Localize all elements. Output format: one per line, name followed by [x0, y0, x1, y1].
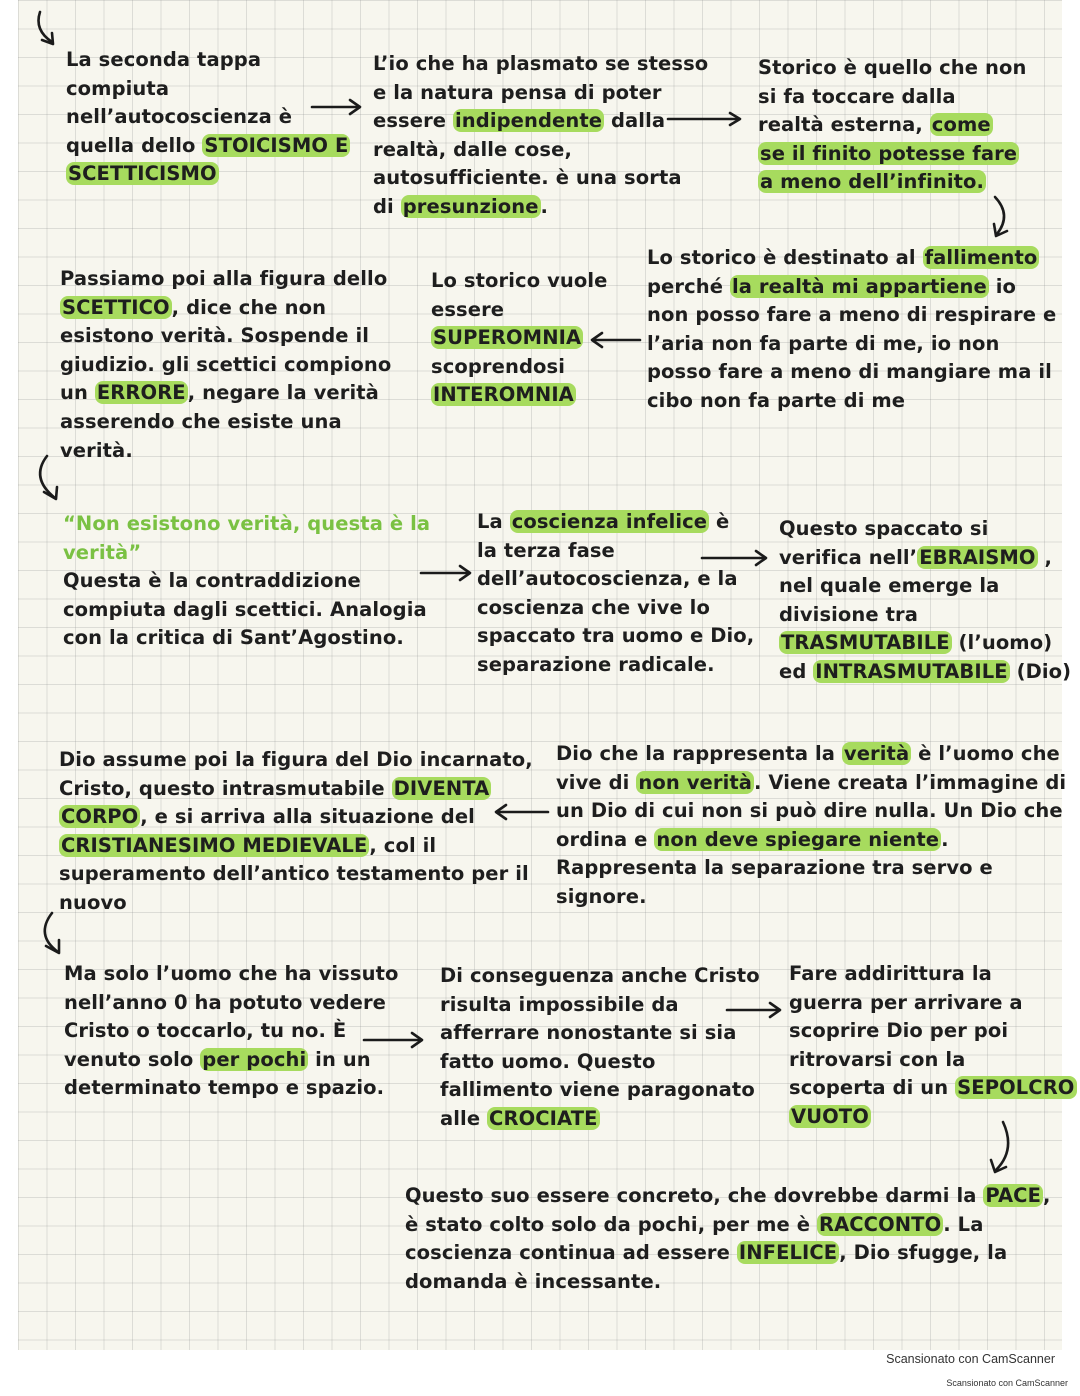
- text-span: coscienza continua ad essere: [405, 1241, 737, 1265]
- quote-line: “Non esistono verità, questa è la: [63, 512, 431, 535]
- text-span: quella dello: [66, 133, 203, 157]
- text-span: ed: [779, 659, 814, 683]
- text-line: Rappresenta la separazione tra servo e: [556, 856, 993, 880]
- text-line: realtà, dalle cose,: [373, 137, 572, 161]
- text-span: ,: [1037, 545, 1052, 569]
- text-line: ritrovarsi con la: [789, 1047, 966, 1071]
- note-dio-verita: [556, 740, 1066, 912]
- text-span: La: [477, 510, 510, 533]
- text-line: compiuta dagli scettici. Analogia: [63, 597, 427, 621]
- text-span: scoperta di un: [789, 1076, 956, 1100]
- highlight: a meno dell’infinito.: [760, 170, 985, 194]
- text-span: , negare la verità: [187, 381, 379, 405]
- text-line: determinato tempo e spazio.: [64, 1076, 385, 1100]
- text-span: realtà esterna,: [758, 113, 930, 137]
- text-line: fallimento viene paragonato: [440, 1078, 755, 1102]
- text-span: .: [540, 194, 549, 218]
- text-line: un Dio di cui non si può dire nulla. Un Dio che: [556, 799, 1063, 823]
- quote-line: verità”: [63, 540, 142, 564]
- text-line: [758, 111, 1026, 140]
- text-line: [779, 544, 1071, 573]
- text-line: guerra per arrivare a: [789, 990, 1023, 1014]
- text-span: , dice che non: [171, 295, 327, 319]
- text-line: [405, 1182, 1051, 1211]
- highlight: se il finito potesse fare: [760, 141, 1018, 165]
- text-line: superamento dell’antico testamento per il: [59, 862, 529, 886]
- text-line: coscienza che vive lo: [477, 595, 710, 619]
- note-fallimento-storico: [647, 244, 1056, 416]
- highlight: la realtà mi appartiene: [731, 274, 987, 298]
- highlight: per pochi: [202, 1047, 307, 1071]
- text-line: dell’autocoscienza, e la: [477, 567, 738, 591]
- note-superomnia: [431, 267, 607, 410]
- text-span: di: [373, 194, 401, 218]
- text-line: [779, 629, 1071, 658]
- highlight: presunzione: [402, 194, 539, 218]
- text-span: . La: [943, 1212, 984, 1236]
- text-line: asserendo che esiste una: [60, 409, 342, 433]
- text-span: io: [988, 274, 1017, 298]
- text-line: [556, 826, 1066, 855]
- text-line: separazione radicale.: [477, 652, 715, 676]
- text-line: Questo spaccato si: [779, 517, 989, 540]
- text-span: , col il: [369, 833, 437, 857]
- text-span: alle: [440, 1106, 488, 1130]
- highlight: TRASMUTABILE: [781, 631, 950, 655]
- highlight: INTEROMNIA: [433, 383, 574, 407]
- text-line: l’aria non fa parte di me, io non: [647, 331, 1000, 355]
- text-line: Di conseguenza anche Cristo: [440, 964, 760, 987]
- scanner-watermark-small: Scansionato con CamScanner: [946, 1378, 1068, 1388]
- text-line: [59, 803, 533, 832]
- text-span: vive di: [556, 770, 637, 794]
- text-line: [556, 769, 1066, 798]
- highlight: SEPOLCRO: [957, 1076, 1075, 1100]
- text-line: [440, 1105, 760, 1134]
- text-line: [60, 294, 391, 323]
- note-ebraismo: [779, 515, 1071, 687]
- text-line: posso fare a meno di mangiare ma il: [647, 360, 1052, 384]
- text-line: si fa toccare dalla: [758, 84, 956, 108]
- note-storico: [758, 54, 1026, 197]
- text-span: Lo storico è destinato al: [647, 246, 923, 269]
- text-line: con la critica di Sant’Agostino.: [63, 626, 404, 650]
- text-span: ordina e: [556, 827, 655, 851]
- note-coscienza-infelice: [477, 508, 754, 680]
- text-line: [60, 379, 391, 408]
- text-span: dalla: [604, 109, 666, 133]
- note-contraddizione: [63, 510, 430, 653]
- text-line: [373, 107, 708, 136]
- text-line: [477, 508, 754, 537]
- text-line: [647, 244, 1056, 273]
- note-dio-incarnato: [59, 746, 533, 918]
- text-line: e la natura pensa di poter: [373, 80, 662, 104]
- text-span: è l’uomo che: [911, 742, 1060, 765]
- text-line: non posso fare a meno di respirare e: [647, 303, 1057, 327]
- text-line: fatto uomo. Questo: [440, 1049, 656, 1073]
- text-span: ,: [1043, 1184, 1051, 1207]
- highlight: VUOTO: [791, 1104, 869, 1128]
- text-span: è stato colto solo da pochi, per me è: [405, 1212, 817, 1236]
- text-line: [431, 381, 607, 410]
- note-sepolcro-vuoto: [789, 960, 1077, 1132]
- text-span: (l’uomo): [951, 631, 1053, 655]
- text-line: [789, 1074, 1077, 1103]
- text-span: essere: [373, 109, 453, 133]
- highlight: RACCONTO: [818, 1212, 942, 1236]
- text-span: venuto solo: [64, 1047, 201, 1071]
- text-line: spaccato tra uomo e Dio,: [477, 624, 755, 648]
- text-span: in un: [308, 1047, 371, 1071]
- highlight: EBRAISMO: [919, 545, 1036, 569]
- text-line: verità.: [60, 438, 133, 462]
- text-span: verifica nell’: [779, 545, 918, 569]
- text-line: afferrare nonostante si sia: [440, 1021, 737, 1045]
- text-line: Fare addirittura la: [789, 962, 992, 985]
- text-line: La seconda tappa: [66, 48, 262, 71]
- highlight: non verità: [638, 770, 753, 794]
- text-line: [59, 775, 533, 804]
- highlight: PACE: [985, 1184, 1041, 1207]
- highlight: CROCIATE: [489, 1106, 598, 1130]
- text-line: domanda è incessante.: [405, 1269, 662, 1293]
- text-line: scoprendosi: [431, 354, 565, 378]
- text-line: risulta impossibile da: [440, 992, 679, 1016]
- text-line: nell’anno 0 ha potuto vedere: [64, 990, 387, 1014]
- text-line: esistono verità. Sospende il: [60, 324, 370, 348]
- highlight: CRISTIANESIMO MEDIEVALE: [61, 833, 368, 857]
- text-line: [758, 140, 1026, 169]
- text-line: Cristo o toccarlo, tu no. È: [64, 1019, 347, 1043]
- text-span: , e si arriva alla situazione del: [140, 805, 475, 829]
- text-line: [647, 273, 1056, 302]
- text-line: [64, 1046, 399, 1075]
- text-line: autosufficiente. è una sorta: [373, 166, 682, 190]
- text-line: Dio assume poi la figura del Dio incarnato,: [59, 748, 533, 771]
- text-line: [779, 658, 1071, 687]
- text-line: [556, 740, 1066, 769]
- note-scettico: [60, 265, 391, 465]
- text-line: compiuta: [66, 76, 170, 100]
- highlight: non deve spiegare niente: [656, 827, 940, 851]
- text-span: Questo suo essere concreto, che dovrebbe darmi la: [405, 1184, 984, 1207]
- highlight: DIVENTA: [393, 776, 490, 800]
- text-line: [789, 1103, 1077, 1132]
- text-span: è: [709, 510, 730, 533]
- highlight: fallimento: [924, 246, 1038, 269]
- text-line: Questa è la contraddizione: [63, 569, 361, 593]
- text-span: Cristo, questo intrasmutabile: [59, 776, 392, 800]
- text-line: [373, 193, 708, 222]
- note-stoicismo-scetticismo: [66, 46, 350, 189]
- text-line: [405, 1211, 1051, 1240]
- note-io-indipendente: [373, 50, 708, 222]
- highlight: INFELICE: [738, 1241, 838, 1265]
- text-span: . Viene creata l’immagine di: [754, 770, 1067, 794]
- highlight: INTRASMUTABILE: [815, 659, 1008, 683]
- text-line: essere: [431, 297, 505, 321]
- text-line: Lo storico vuole: [431, 269, 608, 292]
- text-span: .: [941, 827, 949, 851]
- text-line: nuovo: [59, 890, 127, 914]
- text-span: un: [60, 381, 95, 405]
- text-line: nel quale emerge la: [779, 574, 1000, 598]
- text-line: [431, 324, 607, 353]
- text-line: Ma solo l’uomo che ha vissuto: [64, 962, 399, 985]
- highlight: indipendente: [455, 109, 603, 133]
- text-span: Dio che la rappresenta la: [556, 742, 842, 765]
- text-line: cibo non fa parte di me: [647, 388, 906, 412]
- text-line: signore.: [556, 884, 647, 908]
- text-line: [66, 132, 350, 161]
- text-line: [405, 1239, 1051, 1268]
- text-line: L’io che ha plasmato se stesso: [373, 52, 709, 75]
- note-conclusione: [405, 1182, 1051, 1296]
- highlight: come: [931, 113, 991, 137]
- text-line: Passiamo poi alla figura dello: [60, 267, 388, 290]
- text-span: perché: [647, 274, 730, 298]
- text-span: , Dio sfugge, la: [839, 1241, 1008, 1265]
- note-crociate: [440, 962, 760, 1134]
- highlight: verità: [843, 742, 910, 765]
- highlight: SCETTICO: [62, 295, 170, 319]
- text-line: scoprire Dio per poi: [789, 1019, 1009, 1043]
- highlight: SCETTICISMO: [68, 162, 217, 186]
- text-line: [59, 832, 533, 861]
- highlight: ERRORE: [96, 381, 186, 405]
- highlight: SUPEROMNIA: [433, 326, 582, 350]
- highlight: CORPO: [61, 805, 139, 829]
- text-line: divisione tra: [779, 602, 919, 626]
- text-line: [66, 160, 350, 189]
- text-line: Storico è quello che non: [758, 56, 1027, 79]
- highlight: coscienza infelice: [511, 510, 708, 533]
- text-line: [758, 168, 1026, 197]
- text-line: la terza fase: [477, 538, 615, 562]
- text-line: nell’autocoscienza è: [66, 105, 293, 129]
- note-anno-zero: [64, 960, 399, 1103]
- scanner-watermark: Scansionato con CamScanner: [886, 1352, 1055, 1366]
- highlight: STOICISMO E: [204, 133, 349, 157]
- text-span: (Dio): [1009, 659, 1072, 683]
- text-line: giudizio. gli scettici compiono: [60, 352, 392, 376]
